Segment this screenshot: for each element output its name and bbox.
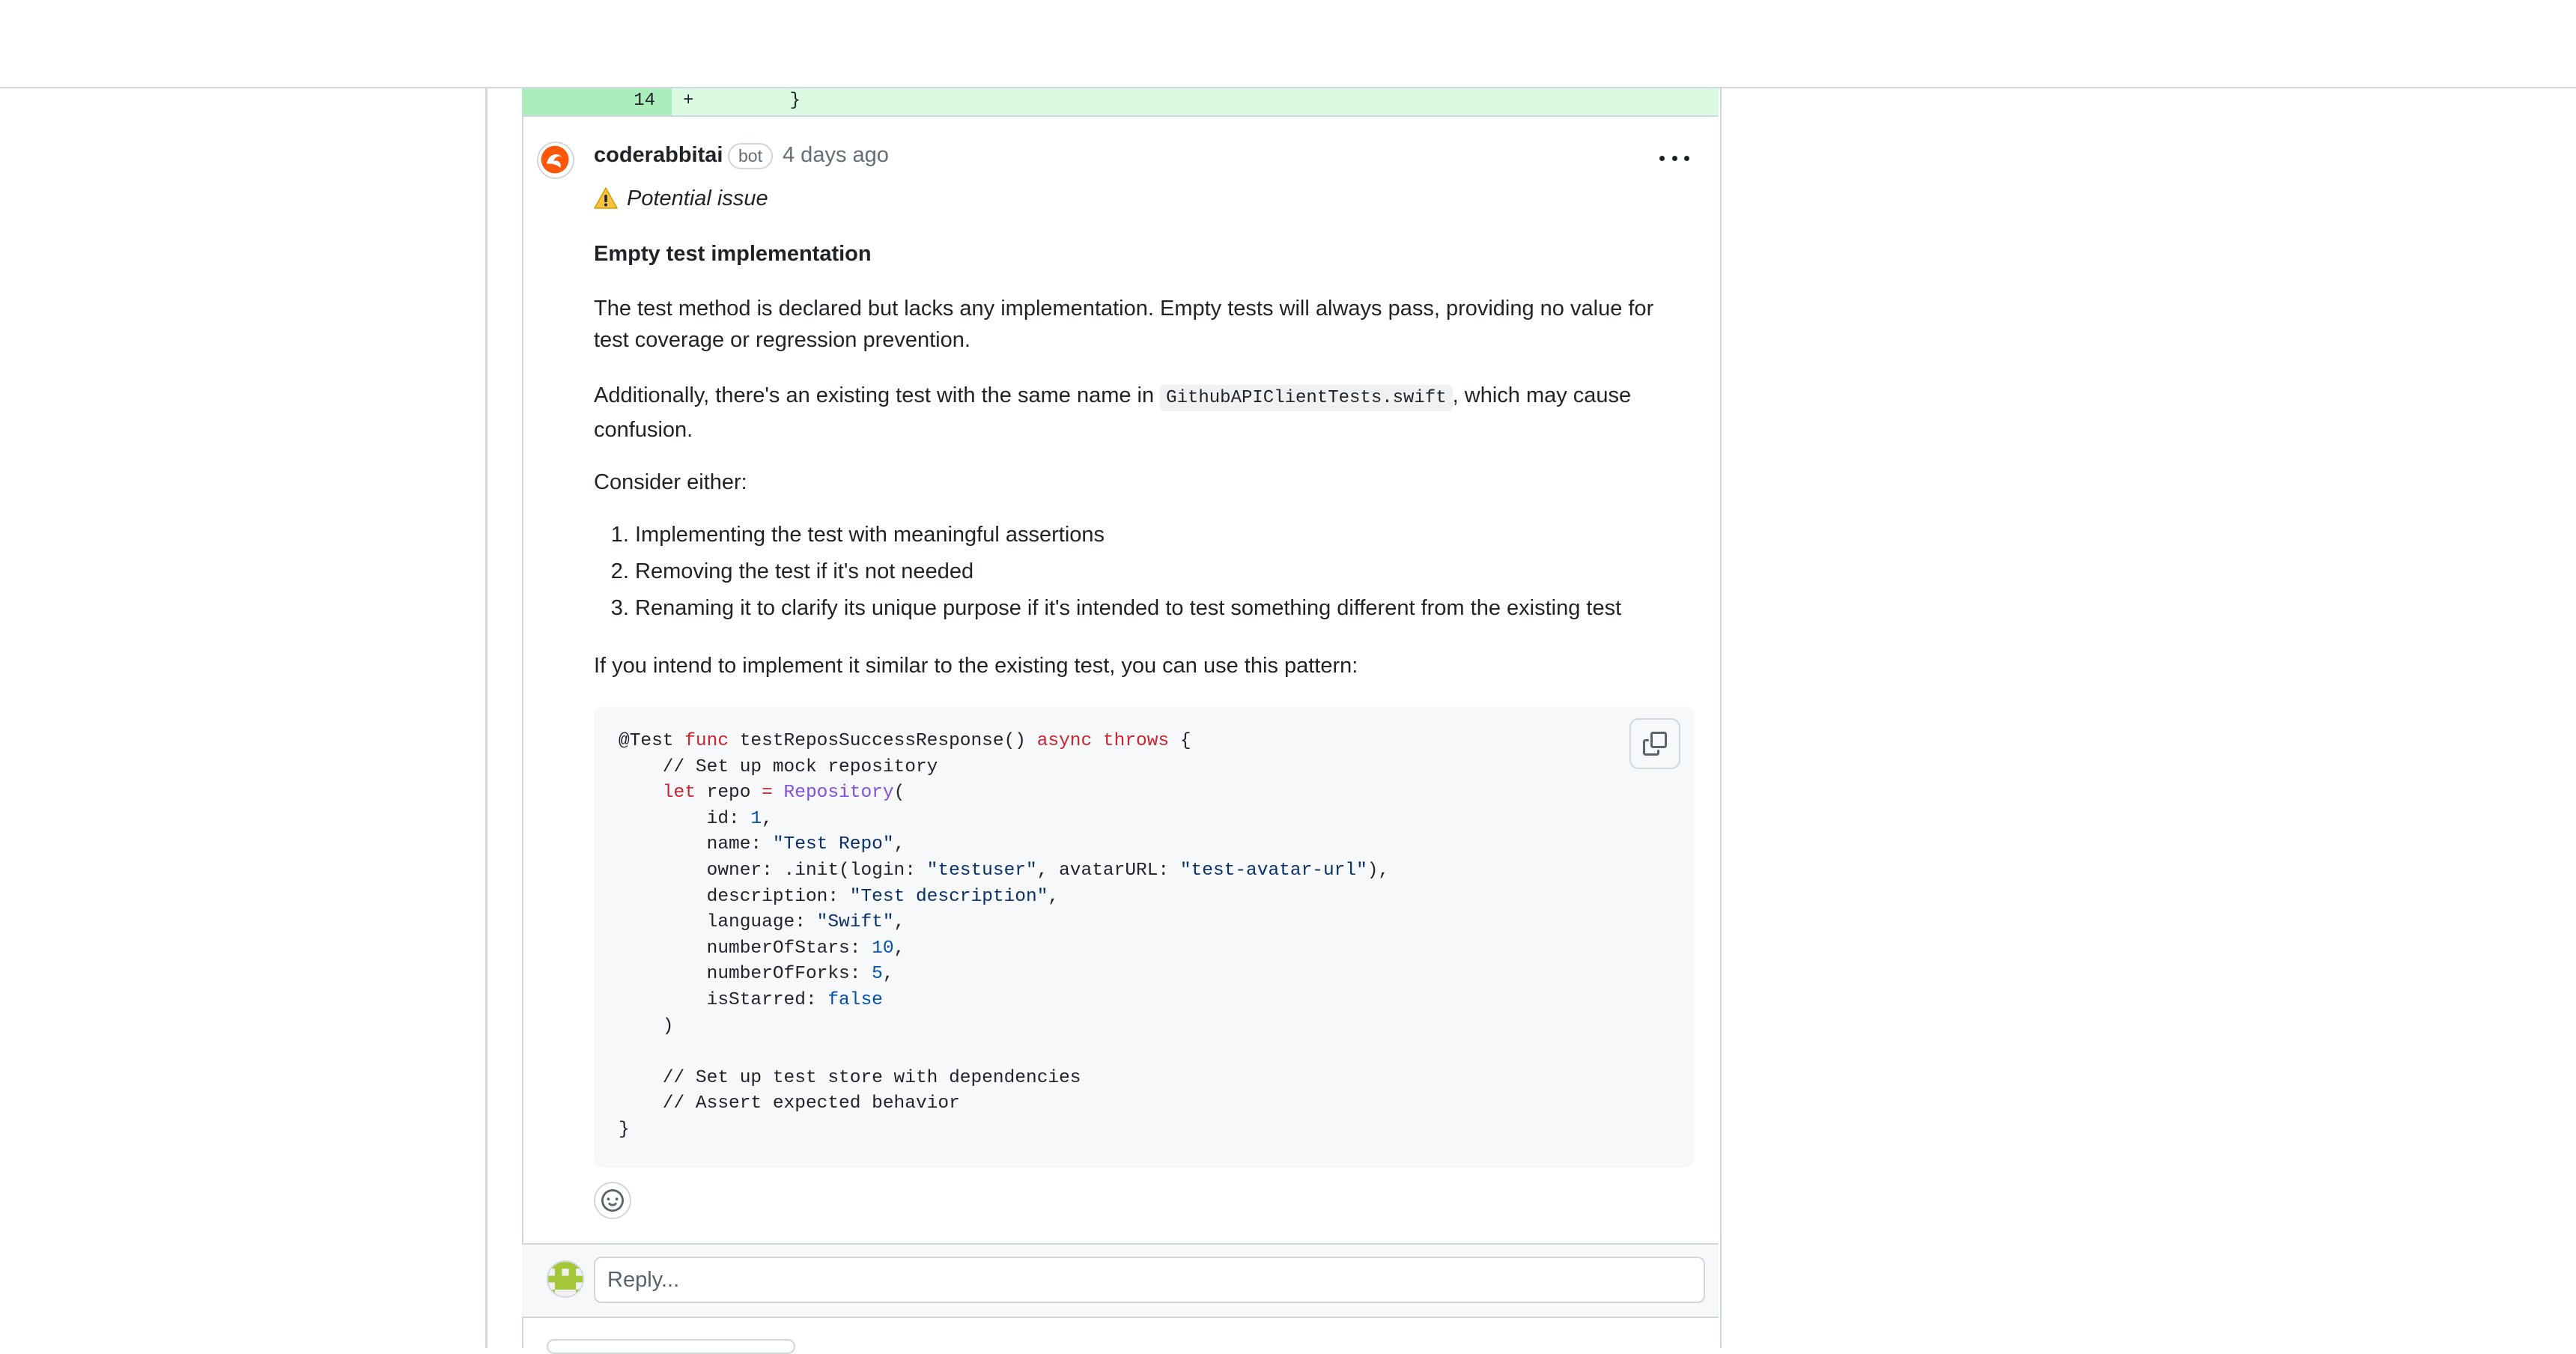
diff-add-sign: + xyxy=(683,91,694,111)
code-token: ( xyxy=(893,783,905,804)
code-comment: // Assert expected behavior xyxy=(619,1093,960,1114)
add-reaction-button[interactable] xyxy=(594,1182,631,1219)
copy-icon xyxy=(1643,732,1667,756)
code-token: let xyxy=(662,783,696,804)
code-token: 5 xyxy=(872,964,883,985)
code-token: , xyxy=(882,964,894,985)
code-token: } xyxy=(619,1119,630,1140)
code-token: ) xyxy=(619,1016,674,1036)
code-token: async xyxy=(1036,731,1093,751)
code-token: Repository xyxy=(783,783,894,804)
code-token: 10 xyxy=(872,938,894,959)
code-token: numberOfStars: xyxy=(619,938,872,959)
list-item: 3. Renaming it to clarify its unique purpose if it's intended to test something different from the existing test xyxy=(635,592,1713,624)
code-token: owner: .init(login: xyxy=(619,860,927,881)
kebab-dot xyxy=(1684,156,1689,161)
coderabbit-logo-icon xyxy=(538,143,573,177)
code-token: name: xyxy=(619,834,773,855)
smiley-icon xyxy=(601,1189,624,1212)
code-token: "Swift" xyxy=(816,912,894,933)
comment-timestamp[interactable]: 4 days ago xyxy=(783,143,889,167)
consider-text: Consider either: xyxy=(594,470,747,494)
avatar[interactable] xyxy=(537,142,574,179)
list-item: 2. Removing the test if it's not needed xyxy=(635,556,1713,587)
comment-paragraph-1: The test method is declared but lacks any implementation. Empty tests will always pass, providing no value for test coverage or regression prevention. xyxy=(594,297,1654,352)
code-token: func xyxy=(684,731,729,751)
code-token: "Test Repo" xyxy=(772,834,894,855)
reply-input[interactable] xyxy=(594,1257,1705,1303)
code-token: "test-avatar-url" xyxy=(1179,860,1367,881)
copy-code-button[interactable] xyxy=(1629,718,1680,769)
comment-author[interactable]: coderabbitai xyxy=(594,143,723,167)
code-token: , xyxy=(1048,886,1060,907)
code-comment: // Set up mock repository xyxy=(619,756,938,777)
code-token: "Test description" xyxy=(849,886,1048,907)
code-token: , xyxy=(893,834,905,855)
kebab-horizontal-icon xyxy=(1659,156,1665,161)
code-token: , xyxy=(762,808,773,829)
para2-text-before: Additionally, there's an existing test with the same name in xyxy=(594,383,1161,407)
code-token: description: xyxy=(619,886,850,907)
diff-added-line xyxy=(522,87,1719,117)
kebab-dot xyxy=(1672,156,1677,161)
para2-text-after: , which may cause confusion. xyxy=(594,383,1632,442)
sticky-pr-header xyxy=(0,0,2576,88)
code-token: , xyxy=(893,938,905,959)
identicon-icon xyxy=(548,1262,583,1296)
code-token: = xyxy=(762,783,773,804)
code-token: numberOfForks: xyxy=(619,964,872,985)
potential-issue-label xyxy=(594,183,768,214)
code-block xyxy=(594,706,1694,1168)
code-token: { xyxy=(1179,731,1191,751)
comment-options-button[interactable] xyxy=(1659,148,1689,168)
code-token: repo xyxy=(706,783,751,804)
list-item: 1. Implementing the test with meaningful assertions xyxy=(635,519,1713,550)
diff-code: } xyxy=(747,91,801,111)
code-comment: // Set up test store with dependencies xyxy=(619,1067,1081,1088)
partial-button[interactable] xyxy=(547,1339,795,1354)
bot-badge: bot xyxy=(728,143,773,169)
comment-paragraph-2 xyxy=(594,380,1672,446)
code-content xyxy=(619,729,1389,1144)
comment-heading: Empty test implementation xyxy=(594,242,872,266)
code-token: , xyxy=(893,912,905,933)
alert-icon xyxy=(594,187,618,210)
code-token: false xyxy=(827,989,883,1010)
code-token: , avatarURL: xyxy=(1036,860,1180,881)
code-token: "testuser" xyxy=(926,860,1037,881)
suggestion-list xyxy=(594,519,1713,629)
timeline-line xyxy=(485,87,487,1348)
pattern-intro-text: If you intend to implement it similar to the existing test, you can use this pattern: xyxy=(594,654,1358,678)
inline-code-filename: GithubAPIClientTests.swift xyxy=(1160,385,1452,411)
code-token: @Test xyxy=(619,731,674,751)
code-token: testReposSuccessResponse() xyxy=(739,731,1026,751)
issue-label-text: Potential issue xyxy=(627,186,768,210)
code-token: 1 xyxy=(750,808,762,829)
diff-line-number[interactable]: 14 xyxy=(522,87,672,115)
code-token: language: xyxy=(619,912,817,933)
code-token: ), xyxy=(1367,860,1390,881)
avatar[interactable] xyxy=(547,1260,584,1298)
code-token: id: xyxy=(619,808,751,829)
code-token: throws xyxy=(1102,731,1170,751)
code-token: isStarred: xyxy=(619,989,828,1010)
